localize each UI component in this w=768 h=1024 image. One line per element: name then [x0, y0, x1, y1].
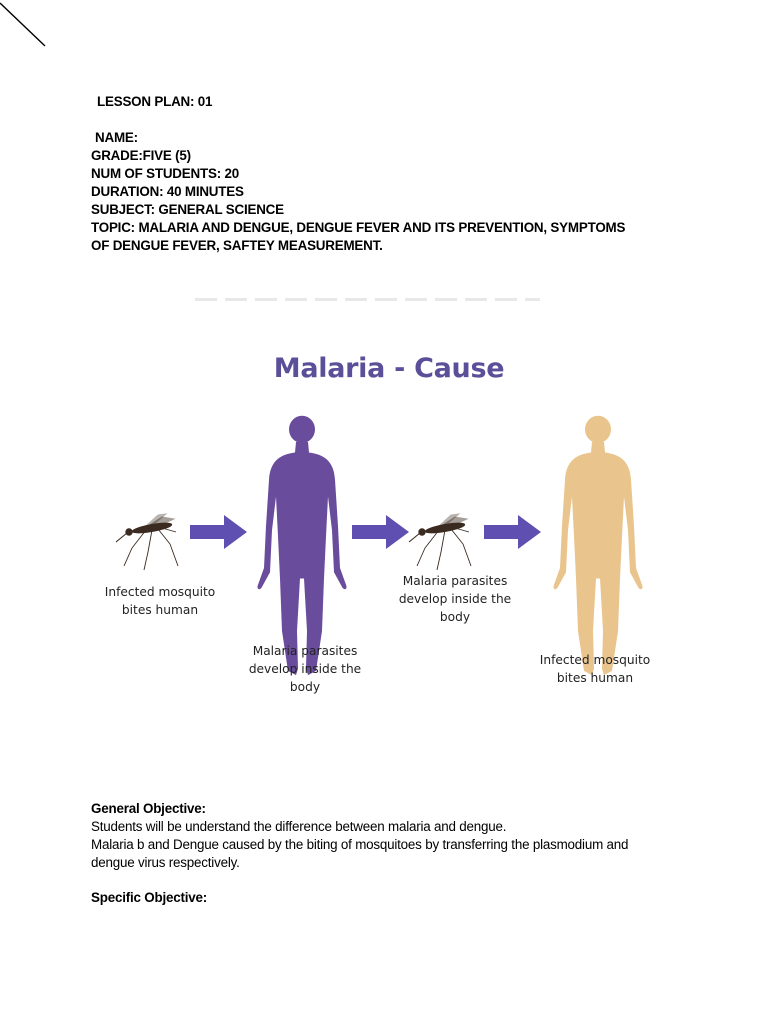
right-arrow-icon	[484, 515, 541, 549]
caption-step-1: Infected mosquito bites human	[104, 585, 216, 617]
general-objective-line-1: Students will be understand the difference between malaria and dengue.	[91, 819, 507, 834]
human-silhouette-icon	[553, 416, 642, 675]
topic-line-2: OF DENGUE FEVER, SAFTEY MEASUREMENT.	[91, 238, 383, 253]
subject-field: SUBJECT: GENERAL SCIENCE	[91, 202, 284, 217]
specific-objective-heading: Specific Objective:	[91, 890, 208, 905]
grade-field: GRADE:FIVE (5)	[91, 148, 191, 163]
right-arrow-icon	[352, 515, 409, 549]
objectives-section	[91, 800, 691, 907]
num-students-field: NUM OF STUDENTS: 20	[91, 166, 239, 181]
right-arrow-icon	[190, 515, 247, 549]
diagram-title: Malaria - Cause	[273, 353, 505, 384]
general-objective-heading: General Objective:	[91, 801, 206, 816]
general-objective-line-2: Malaria b and Dengue caused by the biting of mosquitoes by transferring the plasmodium and	[91, 837, 629, 852]
mosquito-icon	[409, 514, 471, 570]
topic-line-1: TOPIC: MALARIA AND DENGUE, DENGUE FEVER AND ITS PREVENTION, SYMPTOMS	[91, 220, 626, 235]
duration-field: DURATION: 40 MINUTES	[91, 184, 244, 199]
caption-step-2: Malaria parasites develop inside the body	[248, 644, 362, 694]
caption-step-3: Malaria parasites develop inside the body	[398, 574, 512, 624]
mosquito-icon	[116, 514, 178, 570]
name-field: NAME:	[95, 130, 138, 145]
human-silhouette-icon	[257, 416, 346, 675]
general-objective-line-3: dengue virus respectively.	[91, 855, 240, 870]
caption-step-4: Infected mosquito bites human	[539, 653, 651, 685]
lesson-plan-number: LESSON PLAN: 01	[97, 94, 213, 109]
